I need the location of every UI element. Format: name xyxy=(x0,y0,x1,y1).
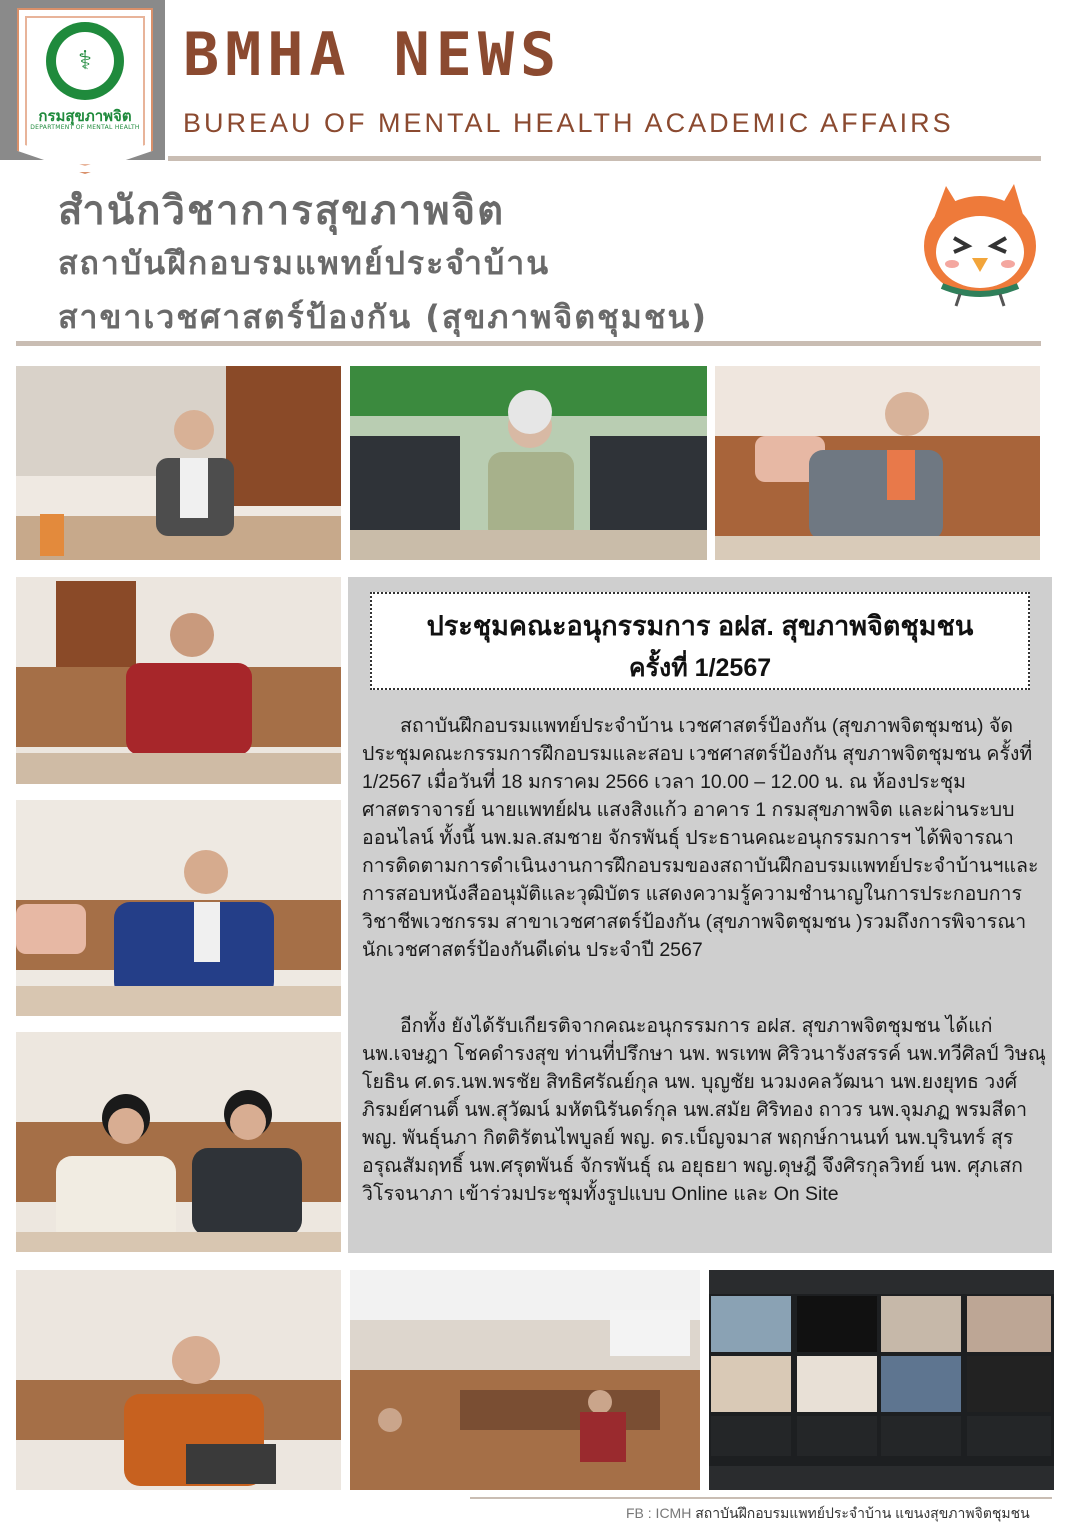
article-session: ครั้งที่ 1/2567 xyxy=(628,654,772,682)
heading-line-2: สถาบันฝึกอบรมแพทย์ประจำบ้าน xyxy=(58,244,551,282)
footer-org: สถาบันฝึกอบรมแพทย์ประจำบ้าน แขนงสุขภาพจิตชุมชน xyxy=(695,1505,1030,1521)
owl-mascot-icon xyxy=(912,178,1050,308)
meeting-photo-6 xyxy=(16,1032,341,1252)
meeting-photo-7 xyxy=(16,1270,341,1490)
heading-line-1: สำนักวิชาการสุขภาพจิต xyxy=(58,188,506,234)
footer-fb-label: FB : ICMH xyxy=(626,1505,692,1521)
logo-dept-english: DEPARTMENT OF MENTAL HEALTH xyxy=(30,124,140,131)
meeting-photo-3 xyxy=(715,366,1040,560)
meeting-photo-4 xyxy=(16,577,341,784)
online-meeting-screenshot xyxy=(709,1270,1054,1490)
footer xyxy=(626,1503,1030,1525)
heading-line-3: สาขาเวชศาสตร์ป้องกัน (สุขภาพจิตชุมชน) xyxy=(58,298,709,336)
header-divider xyxy=(168,156,1041,161)
article-paragraph-2: อีกทั้ง ยังได้รับเกียรติจากคณะอนุกรรมการ อฝส. สุขภาพจิตชุมชน ได้แก่ นพ.เจษฎา โชคดำรงสุข ท่านที่ปรึกษา นพ. พรเทพ ศิริวนารังสรรค์ นพ.ทวีศิลป์ วิษณุโยธิน ศ.ดร.นพ.พรชัย สิทธิศรัณย์กุล นพ. บุญชัย นวมงคลวัฒนา นพ.ยงยุทธ วงศ์ภิรมย์ศานติ์ นพ.สุวัฒน์ มหัตนิรันดร์กุล นพ.สมัย ศิริทอง ถาวร นพ.จุมภฏ พรมสีดา พญ. พันธุ์นภา กิตติรัตนไพบูลย์ พญ. ดร.เบ็ญจมาส พฤกษ์กานนท์ นพ.บุรินทร์ สุรอรุณสัมฤทธิ์ นพ.ศรุตพันธ์ จักรพันธุ์ ณ อยุธยา พญ.ดุษฎี จึงศิรกุลวิทย์ นพ. ศุภเสก วิโรจนาภา เข้าร่วมประชุมทั้งรูปแบบ Online และ On Site xyxy=(362,1015,1046,1205)
footer-divider xyxy=(470,1497,1052,1499)
meeting-photo-5 xyxy=(16,800,341,1016)
meeting-photo-8 xyxy=(350,1270,700,1490)
brand-subtitle: BUREAU OF MENTAL HEALTH ACADEMIC AFFAIRS xyxy=(183,108,954,138)
article-paragraph-1: สถาบันฝึกอบรมแพทย์ประจำบ้าน เวชศาสตร์ป้องกัน (สุขภาพจิตชุมชน) จัดประชุมคณะกรรมการฝึกอบรมและสอบ เวชศาสตร์ป้องกัน สุขภาพจิตชุมชน ครั้งที่ 1/2567 เมื่อวันที่ 18 มกราคม 2566 เวลา 10.00 – 12.00 น. ณ ห้องประชุมศาสตราจารย์ นายแพทย์ฝน แสงสิงแก้ว อาคาร 1 กรมสุขภาพจิต และผ่านระบบออนไลน์ ทั้งนี้ นพ.มล.สมชาย จักรพันธุ์ ประธานคณะอนุกรรมการฯ ได้พิจารณาการติดตามการดำเนินงานการฝึกอบรมของสถาบันฝึกอบรมแพทย์ประจำบ้านฯและการสอบหนังสืออนุมัติและวุฒิบัตร แสดงความรู้ความชำนาญในการประกอบการวิชาชีพเวชกรรม สาขาเวชศาสตร์ป้องกัน (สุขภาพจิตชุมชน )รวมถึงการพิจารณานักเวชศาสตร์ป้องกันดีเด่น ประจำปี 2567 xyxy=(362,715,1039,961)
ministry-seal-icon: ⚕ xyxy=(46,22,124,100)
brand-title: BMHA NEWS xyxy=(183,20,563,90)
meeting-photo-2 xyxy=(350,366,707,560)
article-title: ประชุมคณะอนุกรรมการ อฝส. สุขภาพจิตชุมชน xyxy=(426,611,974,641)
heading-divider xyxy=(16,341,1041,346)
logo-dept-thai: กรมสุขภาพจิต xyxy=(38,107,132,125)
meeting-photo-1 xyxy=(16,366,341,560)
article-title-box xyxy=(370,592,1030,690)
